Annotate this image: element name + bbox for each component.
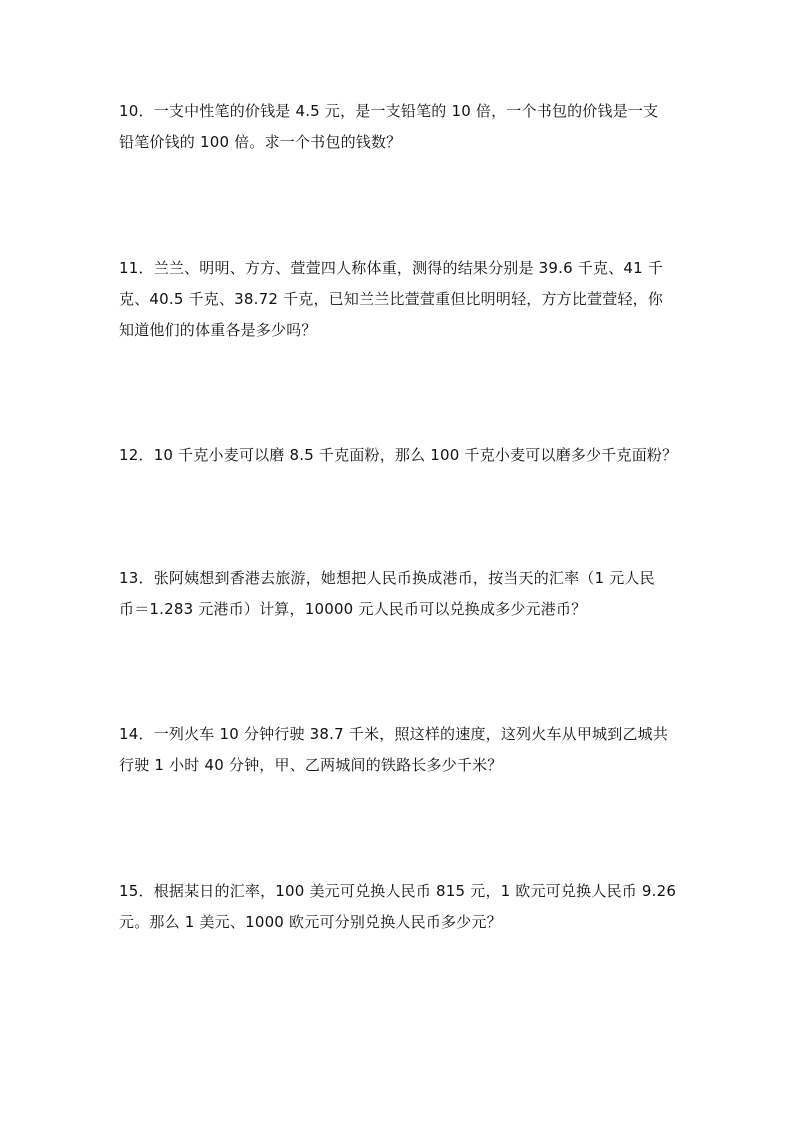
- problem-12-number: 12．: [119, 446, 154, 464]
- problem-15: [119, 876, 679, 938]
- problem-12-line-1: [119, 440, 679, 471]
- problem-12: [119, 440, 679, 471]
- problem-15-line-1: [119, 876, 679, 907]
- problem-13-number: 13．: [119, 569, 154, 587]
- problem-11-text-2: 克、40.5 千克、38.72 千克，已知兰兰比萱萱重但比明明轻，方方比萱萱轻，你: [119, 290, 664, 308]
- problem-11-number: 11．: [119, 259, 154, 277]
- problem-15-text-1: 根据某日的汇率，100 美元可兑换人民币 815 元，1 欧元可兑换人民币 9.26: [153, 882, 677, 900]
- problem-13-text-2: 币＝1.283 元港币）计算，10000 元人民币可以兑换成多少元港币？: [119, 600, 587, 618]
- problem-13-text-1: 张阿姨想到香港去旅游，她想把人民币换成港币，按当天的汇率（1 元人民: [153, 569, 655, 587]
- problem-14-text-2: 行驶 1 小时 40 分钟，甲、乙两城间的铁路长多少千米？: [119, 756, 503, 774]
- problem-11-line-1: [119, 253, 679, 284]
- problem-15-number: 15．: [119, 882, 154, 900]
- problem-10-line-1: [119, 96, 679, 127]
- problem-14: [119, 719, 679, 781]
- problem-13-line-1: [119, 563, 679, 594]
- problem-12-text-1: 10 千克小麦可以磨 8.5 千克面粉，那么 100 千克小麦可以磨多少千克面粉？: [153, 446, 678, 464]
- problem-11-text-3: 知道他们的体重各是多少吗？: [119, 321, 317, 339]
- problem-14-number: 14．: [119, 725, 154, 743]
- problem-10-text-1: 一支中性笔的价钱是 4.5 元，是一支铅笔的 10 倍，一个书包的价钱是一支: [153, 102, 659, 120]
- problem-15-text-2: 元。那么 1 美元、1000 欧元可分别兑换人民币多少元？: [119, 913, 502, 931]
- problem-14-text-1: 一列火车 10 分钟行驶 38.7 千米，照这样的速度，这列火车从甲城到乙城共: [153, 725, 669, 743]
- problem-10: [119, 96, 679, 158]
- problem-11-text-1: 兰兰、明明、方方、萱萱四人称体重，测得的结果分别是 39.6 千克、41 千: [153, 259, 664, 277]
- problem-11: [119, 253, 679, 346]
- problem-10-number: 10．: [119, 102, 154, 120]
- problem-10-text-2: 铅笔价钱的 100 倍。求一个书包的钱数？: [119, 133, 402, 151]
- problem-13: [119, 563, 679, 625]
- problem-14-line-1: [119, 719, 679, 750]
